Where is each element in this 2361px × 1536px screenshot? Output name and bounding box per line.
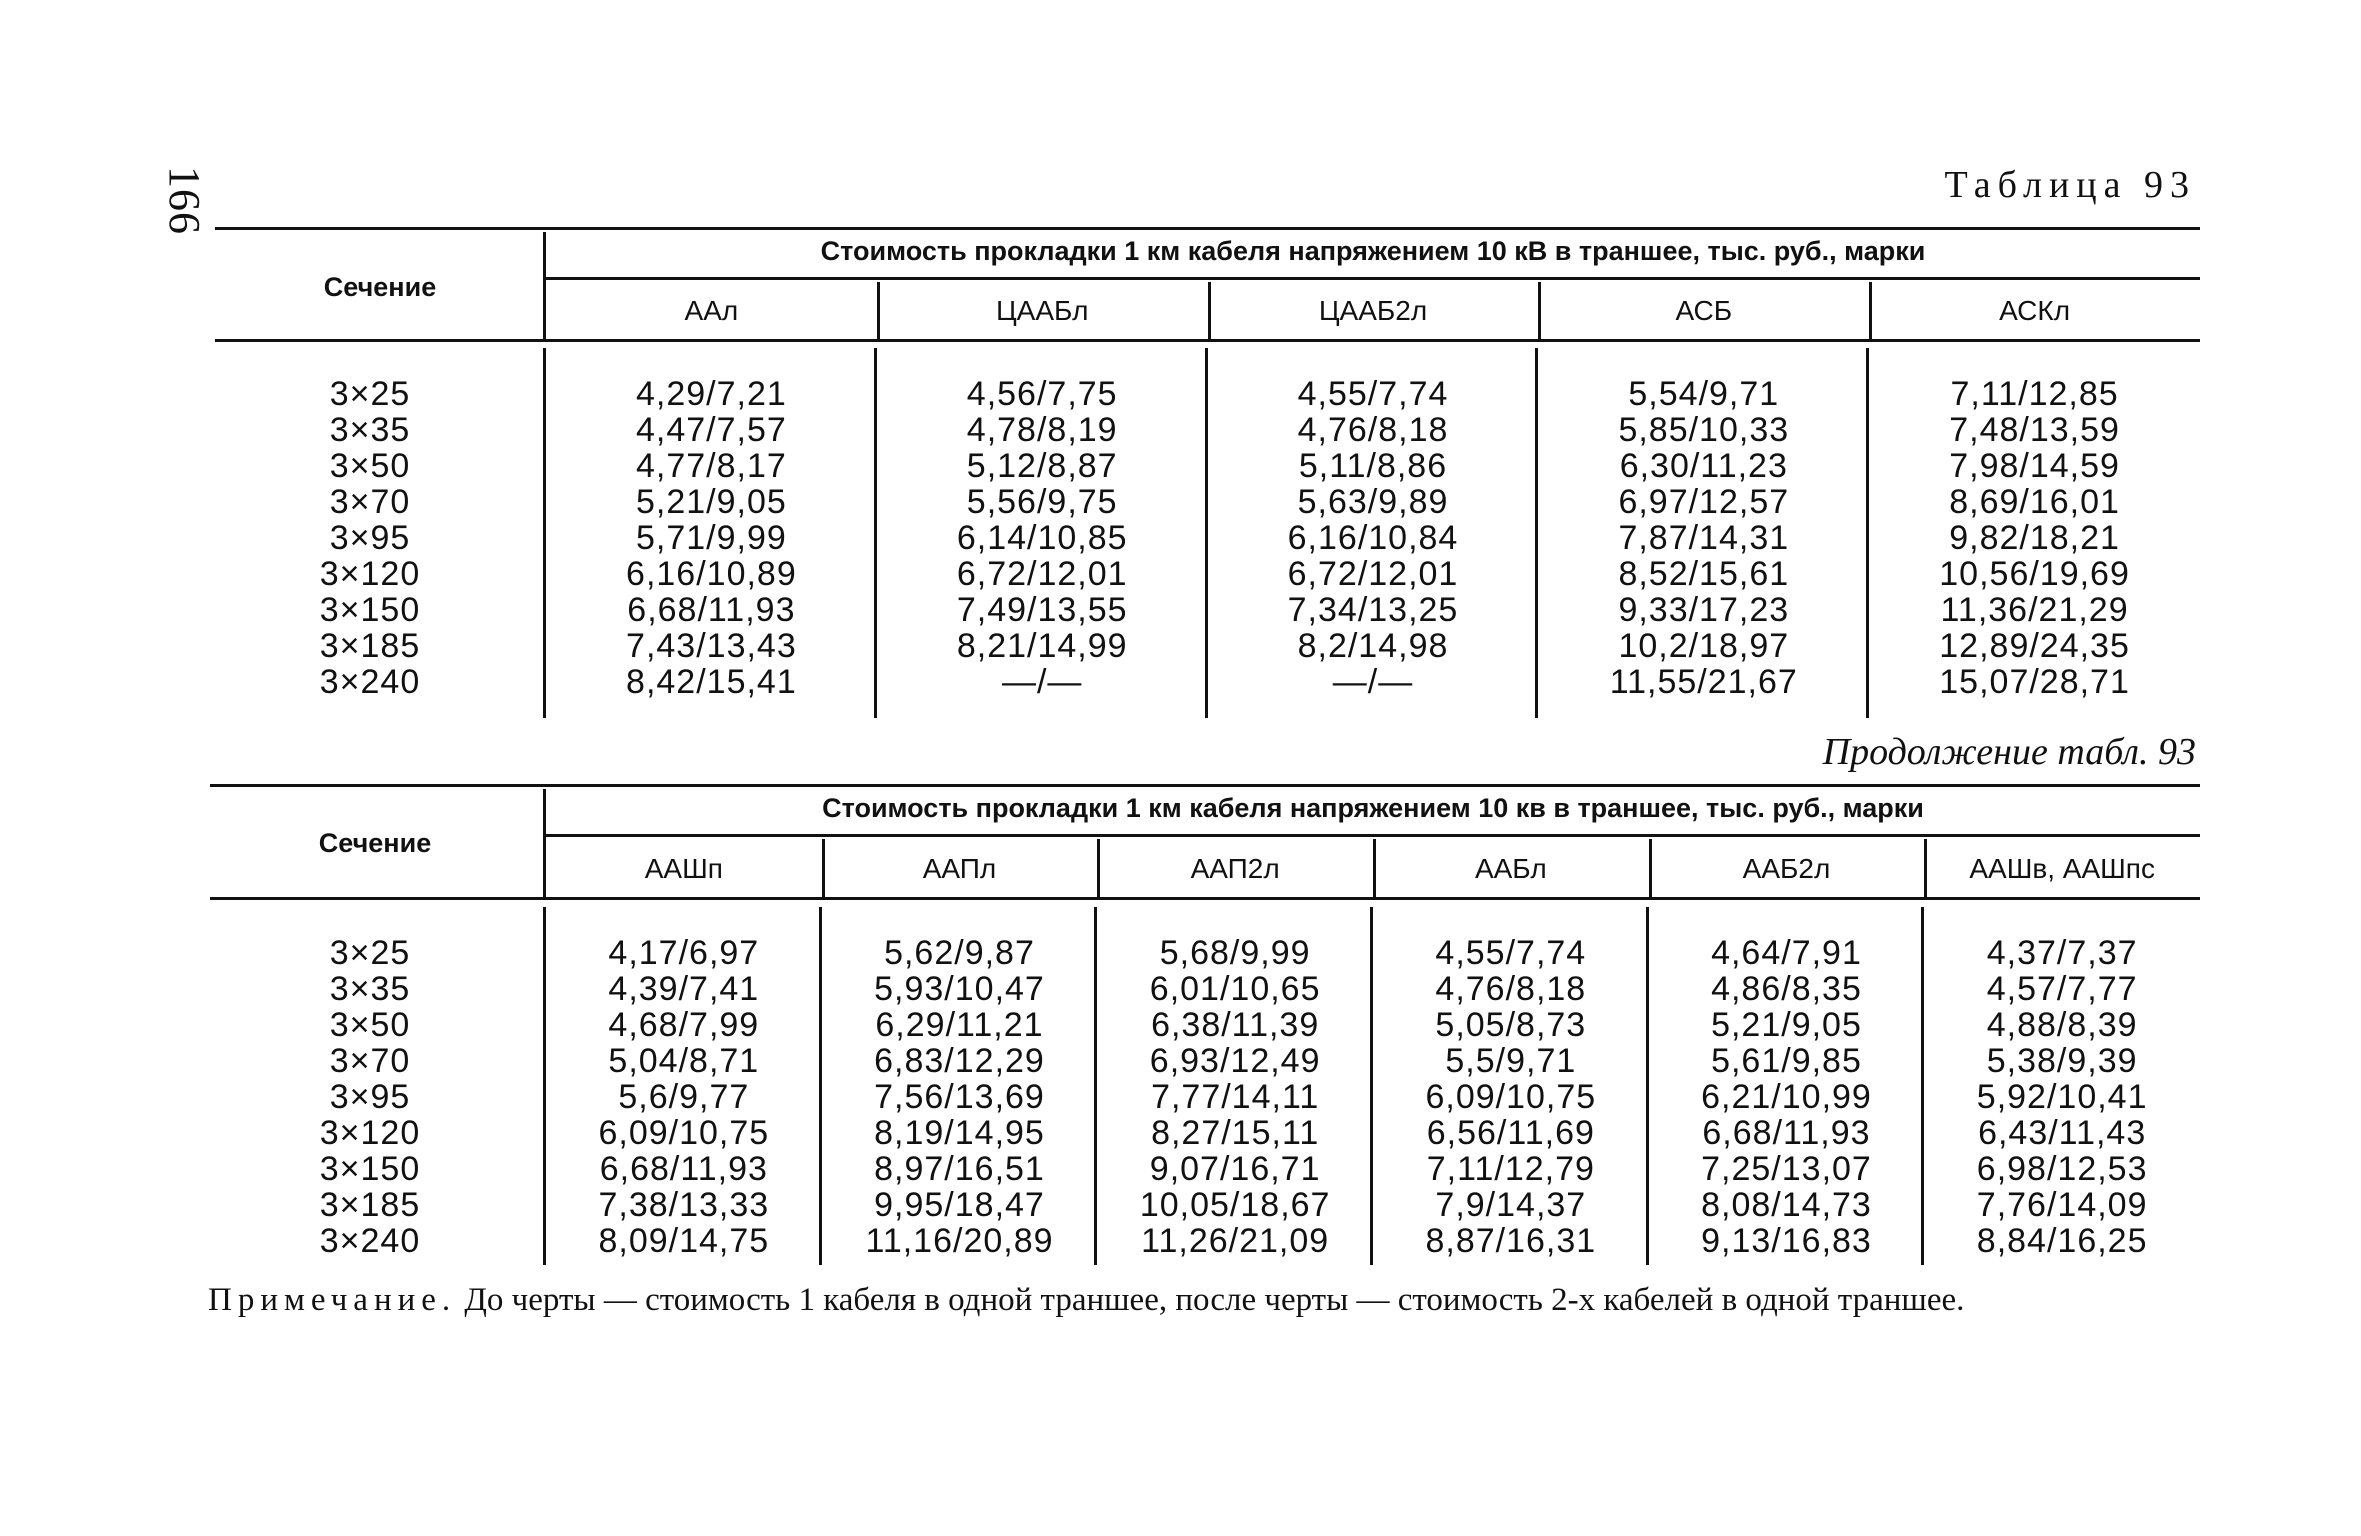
table-cell: 6,16/10,89: [626, 555, 797, 593]
brand-divider: [1538, 282, 1541, 339]
table-cell: 5,5/9,71: [1445, 1042, 1577, 1080]
table-cell: 10,56/19,69: [1939, 555, 2130, 593]
note-text: До черты — стоимость 1 кабеля в одной траншее, после черты — стоимость 2-х кабелей в одной траншее.: [464, 1282, 1965, 1318]
table-cell: 7,56/13,69: [874, 1078, 1045, 1116]
table-cell: 8,69/16,01: [1949, 483, 2120, 521]
table-cell: 6,21/10,99: [1701, 1078, 1872, 1116]
table-cell: 11,55/21,67: [1609, 663, 1798, 701]
data-column: [1373, 935, 1649, 1259]
table-cell: 5,85/10,33: [1618, 411, 1790, 449]
table-cell: 8,19/14,95: [874, 1114, 1045, 1152]
table-cell: 6,16/10,84: [1287, 519, 1459, 557]
table-cell: 15,07/28,71: [1939, 663, 2130, 701]
data-column: [1649, 935, 1925, 1259]
table-cell: 6,30/11,23: [1619, 447, 1788, 485]
table-cell: 5,6/9,77: [618, 1078, 750, 1116]
table-cell: 6,68/11,93: [1702, 1114, 1871, 1152]
table-cell: 9,95/18,47: [874, 1186, 1045, 1224]
section-cell: 3×70: [329, 483, 411, 521]
table-cell: 5,61/9,85: [1711, 1042, 1862, 1080]
data-column: [1208, 376, 1539, 700]
table-cell: 8,08/14,73: [1701, 1186, 1872, 1224]
table-cell: 8,21/14,99: [956, 627, 1128, 665]
table-cell: 7,9/14,37: [1435, 1186, 1587, 1224]
table-cell: 6,09/10,75: [1425, 1078, 1597, 1116]
table-cell: 4,55/7,74: [1297, 375, 1449, 413]
section-cell: 3×185: [319, 627, 421, 665]
table-cell: 7,48/13,59: [1949, 411, 2120, 449]
table-cell: 5,38/9,39: [1986, 1042, 2138, 1080]
table-cell: 4,39/7,41: [608, 970, 760, 1008]
brand-divider: [1097, 839, 1100, 897]
data-column: [1924, 935, 2200, 1259]
table-cell: 5,21/9,05: [636, 483, 787, 521]
section-column: [270, 935, 470, 1259]
section-cell: 3×50: [329, 447, 411, 485]
table-cell: 5,71/9,99: [636, 519, 787, 557]
table-cell: 11,26/21,09: [1141, 1222, 1330, 1260]
brand-divider: [1924, 839, 1927, 897]
section-cell: 3×150: [319, 591, 421, 629]
table-cell: 6,29/11,21: [875, 1006, 1044, 1044]
table-cell: 4,77/8,17: [636, 447, 787, 485]
table-cell: 6,98/12,53: [1976, 1150, 2148, 1188]
table-cell: 4,37/7,37: [1986, 934, 2138, 972]
section-cell: 3×95: [329, 519, 411, 557]
table-cell: 8,42/15,41: [626, 663, 797, 701]
table-cell: 12,89/24,35: [1939, 627, 2130, 665]
table-cell: 5,11/8,86: [1298, 447, 1448, 485]
brand-header: ААл: [684, 295, 739, 326]
section-cell: 3×35: [329, 411, 411, 449]
table-cell: —/—: [1001, 663, 1083, 701]
table-cell: 7,25/13,07: [1701, 1150, 1872, 1188]
table-cell: 7,34/13,25: [1287, 591, 1459, 629]
table-cell: 5,63/9,89: [1297, 483, 1449, 521]
data-column: [1097, 935, 1373, 1259]
section-cell: 3×120: [319, 1114, 421, 1152]
section-column-header: Сечение: [323, 272, 437, 302]
table-cell: 4,76/8,18: [1297, 411, 1449, 449]
table-cell: 8,87/16,31: [1425, 1222, 1597, 1260]
table-cell: 6,09/10,75: [598, 1114, 770, 1152]
header-bottom-rule: [215, 339, 2200, 342]
table-cell: 4,76/8,18: [1435, 970, 1587, 1008]
table-cell: 7,11/12,85: [1950, 375, 2119, 413]
section-cell: 3×185: [319, 1186, 421, 1224]
table-cell: 7,98/14,59: [1949, 447, 2120, 485]
brand-divider: [1373, 839, 1376, 897]
note-label: Примечание.: [208, 1282, 457, 1318]
table-cell: 5,92/10,41: [1976, 1078, 2148, 1116]
section-cell: 3×35: [329, 970, 411, 1008]
table-note: [208, 1280, 2198, 1320]
table-cell: 8,97/16,51: [874, 1150, 1045, 1188]
table-cell: 5,56/9,75: [966, 483, 1118, 521]
table-cell: 8,09/14,75: [598, 1222, 770, 1260]
table-cell: 6,72/12,01: [956, 555, 1128, 593]
table-cell: 4,29/7,21: [636, 375, 787, 413]
table-cell: 11,36/21,29: [1940, 591, 2129, 629]
section-column-header: Сечение: [318, 828, 432, 858]
table-cell: 10,05/18,67: [1139, 1186, 1331, 1224]
section-cell: 3×240: [319, 1222, 421, 1260]
table-cell: 5,68/9,99: [1159, 934, 1311, 972]
table-cell: 4,68/7,99: [608, 1006, 760, 1044]
table-cell: 6,97/12,57: [1618, 483, 1790, 521]
table-cell: 6,68/11,93: [599, 1150, 768, 1188]
section-cell: 3×50: [329, 1006, 411, 1044]
table-cell: 5,05/8,73: [1435, 1006, 1587, 1044]
table-cell: 7,11/12,79: [1426, 1150, 1595, 1188]
table-top-rule: [210, 784, 2200, 787]
table-cell: 7,87/14,31: [1618, 519, 1790, 557]
section-cell: 3×120: [319, 555, 421, 593]
table-cell: 6,38/11,39: [1151, 1006, 1320, 1044]
table-cell: 5,21/9,05: [1711, 1006, 1862, 1044]
brand-divider: [1649, 839, 1652, 897]
section-cell: 3×95: [329, 1078, 411, 1116]
group-header-rule: [546, 277, 2200, 280]
table-cell: 5,93/10,47: [874, 970, 1045, 1008]
brand-header: ЦААБ2л: [1318, 295, 1428, 326]
table-cell: 4,56/7,75: [966, 375, 1118, 413]
brand-header: АСБ: [1675, 295, 1733, 326]
table-cell: 6,83/12,29: [874, 1042, 1045, 1080]
table-continuation-caption: Продолжение табл. 93: [1822, 731, 2196, 773]
table-cell: 7,49/13,55: [956, 591, 1128, 629]
section-cell: 3×150: [319, 1150, 421, 1188]
brand-header: ААШв, ААШпс: [1969, 853, 2155, 884]
table-cell: 10,2/18,97: [1618, 627, 1790, 665]
table-cell: 9,82/18,21: [1949, 519, 2120, 557]
brand-divider: [822, 839, 825, 897]
section-cell: 3×25: [329, 375, 411, 413]
brand-header: ААПл: [922, 853, 997, 884]
brand-header: АСКл: [1999, 295, 2071, 326]
table-cell: 8,84/16,25: [1976, 1222, 2148, 1260]
group-header: Стоимость прокладки 1 км кабеля напряжением 10 кВ в траншее, тыс. руб., марки: [820, 236, 1926, 266]
table-cell: 9,33/17,23: [1618, 591, 1790, 629]
header-bottom-rule: [210, 897, 2200, 900]
brand-header: ААП2л: [1190, 853, 1280, 884]
table-cell: 11,16/20,89: [865, 1222, 1054, 1260]
group-header-rule: [546, 834, 2200, 837]
table-cell: 5,54/9,71: [1628, 375, 1780, 413]
table-cell: 6,68/11,93: [627, 591, 796, 629]
table-cell: 6,72/12,01: [1287, 555, 1459, 593]
table-cell: 8,2/14,98: [1297, 627, 1449, 665]
section-column: [270, 376, 470, 700]
data-column: [546, 935, 822, 1259]
table-cell: 6,43/11,43: [1978, 1114, 2147, 1152]
brand-header: ЦААБл: [995, 295, 1089, 326]
data-column: [546, 376, 877, 700]
data-column: [1869, 376, 2200, 700]
table-cell: 5,04/8,71: [608, 1042, 760, 1080]
table-cell: 4,57/7,77: [1986, 970, 2138, 1008]
table-cell: 6,93/12,49: [1149, 1042, 1321, 1080]
section-cell: 3×240: [319, 663, 421, 701]
table-cell: 6,14/10,85: [956, 519, 1128, 557]
brand-divider: [877, 282, 880, 339]
page-number: 166: [160, 166, 209, 235]
table-caption: Таблица 93: [1944, 164, 2196, 206]
table-cell: 5,12/8,87: [966, 447, 1118, 485]
data-column: [1538, 376, 1869, 700]
table-cell: 4,47/7,57: [636, 411, 787, 449]
brand-header: ААБ2л: [1742, 853, 1831, 884]
brand-header: ААШп: [644, 853, 723, 884]
table-cell: 4,64/7,91: [1711, 934, 1862, 972]
table-cell: 4,88/8,39: [1986, 1006, 2138, 1044]
table-cell: 4,86/8,35: [1711, 970, 1862, 1008]
group-header: Стоимость прокладки 1 км кабеля напряжением 10 кв в траншее, тыс. руб., марки: [822, 793, 1924, 823]
data-column: [822, 935, 1098, 1259]
brand-divider: [1869, 282, 1872, 339]
table-cell: —/—: [1332, 663, 1414, 701]
data-column: [877, 376, 1208, 700]
table-cell: 4,55/7,74: [1435, 934, 1587, 972]
table-cell: 5,62/9,87: [884, 934, 1035, 972]
brand-divider: [1208, 282, 1211, 339]
table-cell: 8,27/15,11: [1151, 1114, 1320, 1152]
table-cell: 7,77/14,11: [1151, 1078, 1320, 1116]
table-cell: 7,76/14,09: [1976, 1186, 2148, 1224]
table-cell: 6,01/10,65: [1149, 970, 1321, 1008]
table-cell: 8,52/15,61: [1618, 555, 1790, 593]
table-cell: 7,38/13,33: [598, 1186, 770, 1224]
section-cell: 3×25: [329, 934, 411, 972]
table-cell: 7,43/13,43: [626, 627, 797, 665]
table-cell: 6,56/11,69: [1426, 1114, 1595, 1152]
table-cell: 9,13/16,83: [1701, 1222, 1872, 1260]
table-cell: 9,07/16,71: [1149, 1150, 1321, 1188]
section-cell: 3×70: [329, 1042, 411, 1080]
table-cell: 4,17/6,97: [608, 934, 760, 972]
table-top-rule: [215, 227, 2200, 230]
table-cell: 4,78/8,19: [966, 411, 1118, 449]
brand-header: ААБл: [1474, 853, 1547, 884]
